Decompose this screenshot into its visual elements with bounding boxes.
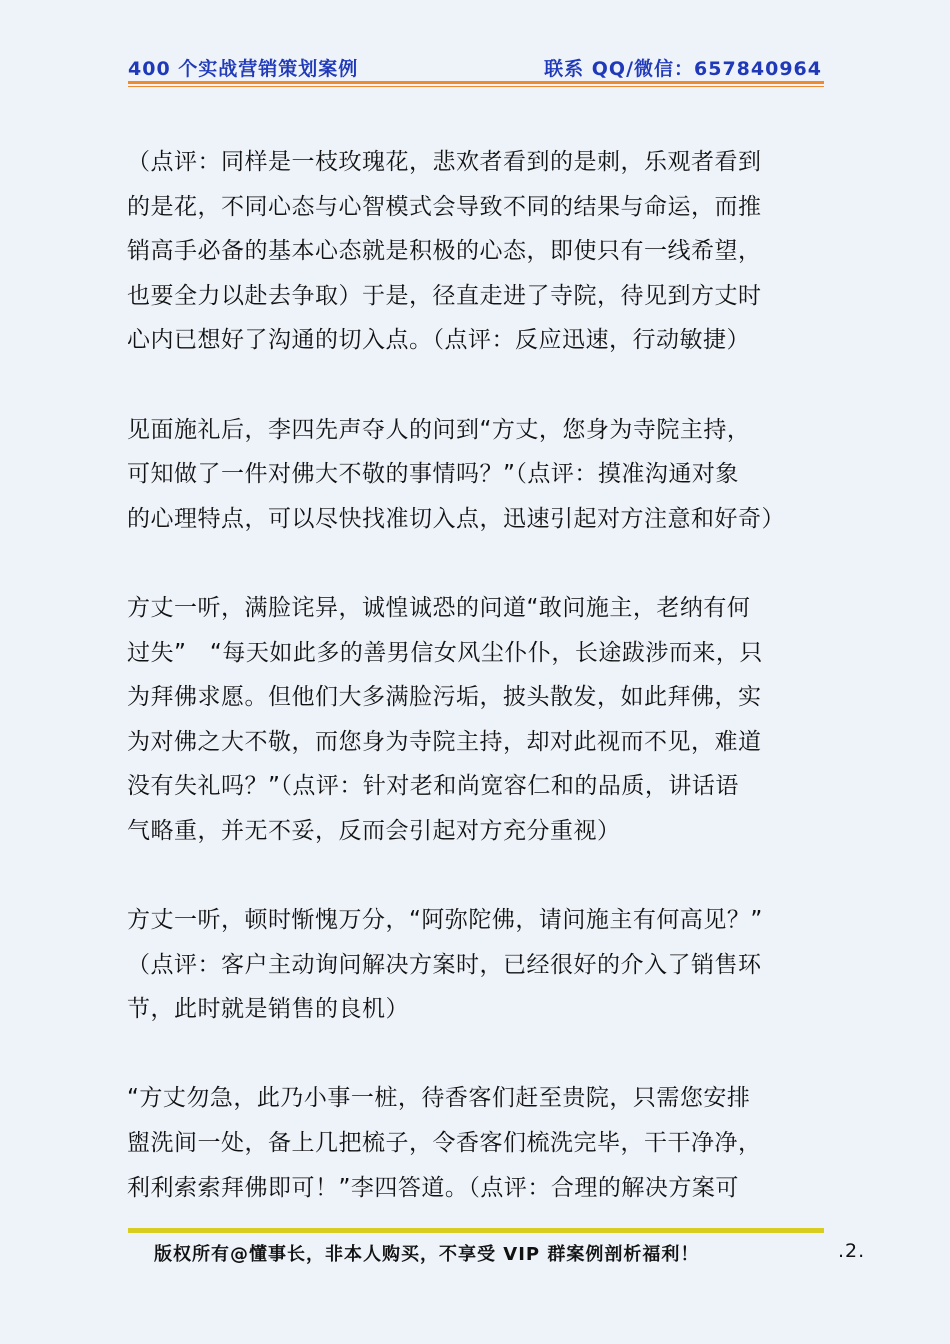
header-rule-thin <box>128 86 824 87</box>
text-line: 也要全力以赴去争取）于是，径直走进了寺院，待见到方丈时 <box>127 282 762 309</box>
text-line: 气略重，并无不妥，反而会引起对方充分重视） <box>127 817 621 844</box>
paragraph <box>127 898 827 1032</box>
text-line: 过失” “每天如此多的善男信女风尘仆仆，长途跋涉而来，只 <box>127 639 763 666</box>
text-line: 方丈一听，满脸诧异，诚惶诚恐的问道“敢问施主，老纳有何 <box>127 594 751 621</box>
text-line: 的是花，不同心态与心智模式会导致不同的结果与命运，而推 <box>127 193 762 220</box>
text-line: 销高手必备的基本心态就是积极的心态，即使只有一线希望， <box>127 238 762 265</box>
body-text <box>127 140 827 1255</box>
text-line: （点评：客户主动询问解决方案时，已经很好的介入了销售环 <box>127 951 762 978</box>
paragraph <box>127 586 827 854</box>
text-line: 为拜佛求愿。但他们大多满脸污垢，披头散发，如此拜佛，实 <box>127 684 762 711</box>
copyright-notice: 版权所有@懂事长，非本人购买，不享受 VIP 群案例剖析福利！ <box>154 1244 700 1265</box>
paragraph <box>127 140 827 363</box>
page-footer <box>128 1240 868 1268</box>
header-rule-thick <box>128 81 824 84</box>
page-header <box>128 54 822 80</box>
text-line: 为对佛之大不敬，而您身为寺院主持，却对此视而不见，难道 <box>127 728 762 755</box>
header-title: 400 个实战营销策划案例 <box>128 57 359 80</box>
text-line: 心内已想好了沟通的切入点。（点评：反应迅速，行动敏捷） <box>127 327 750 354</box>
paragraph <box>127 408 827 542</box>
header-contact: 联系 QQ/微信：657840964 <box>544 57 822 80</box>
text-line: 节，此时就是销售的良机） <box>127 996 409 1023</box>
text-line: 的心理特点，可以尽快找准切入点，迅速引起对方注意和好奇） <box>127 505 785 532</box>
text-line: 方丈一听，顿时惭愧万分，“阿弥陀佛，请问施主有何高见？” <box>127 907 763 934</box>
text-line: （点评：同样是一枝玫瑰花，悲欢者看到的是刺，乐观者看到 <box>127 149 762 175</box>
text-line: 见面施礼后，李四先声夺人的问到“方丈，您身为寺院主持， <box>127 416 751 443</box>
text-line: 盥洗间一处，备上几把梳子，令香客们梳洗完毕，干干净净， <box>127 1130 762 1157</box>
text-line: 没有失礼吗？”（点评：针对老和尚宽容仁和的品质，讲话语 <box>127 773 739 800</box>
paragraph <box>127 1076 827 1210</box>
text-line: 可知做了一件对佛大不敬的事情吗？”（点评：摸准沟通对象 <box>127 461 739 488</box>
page-number: .2. <box>838 1240 866 1262</box>
text-line: 利利索索拜佛即可！”李四答道。（点评：合理的解决方案可 <box>127 1174 739 1201</box>
text-line: “方丈勿急，此乃小事一桩，待香客们赶至贵院，只需您安排 <box>127 1085 751 1112</box>
footer-rule <box>128 1228 824 1233</box>
